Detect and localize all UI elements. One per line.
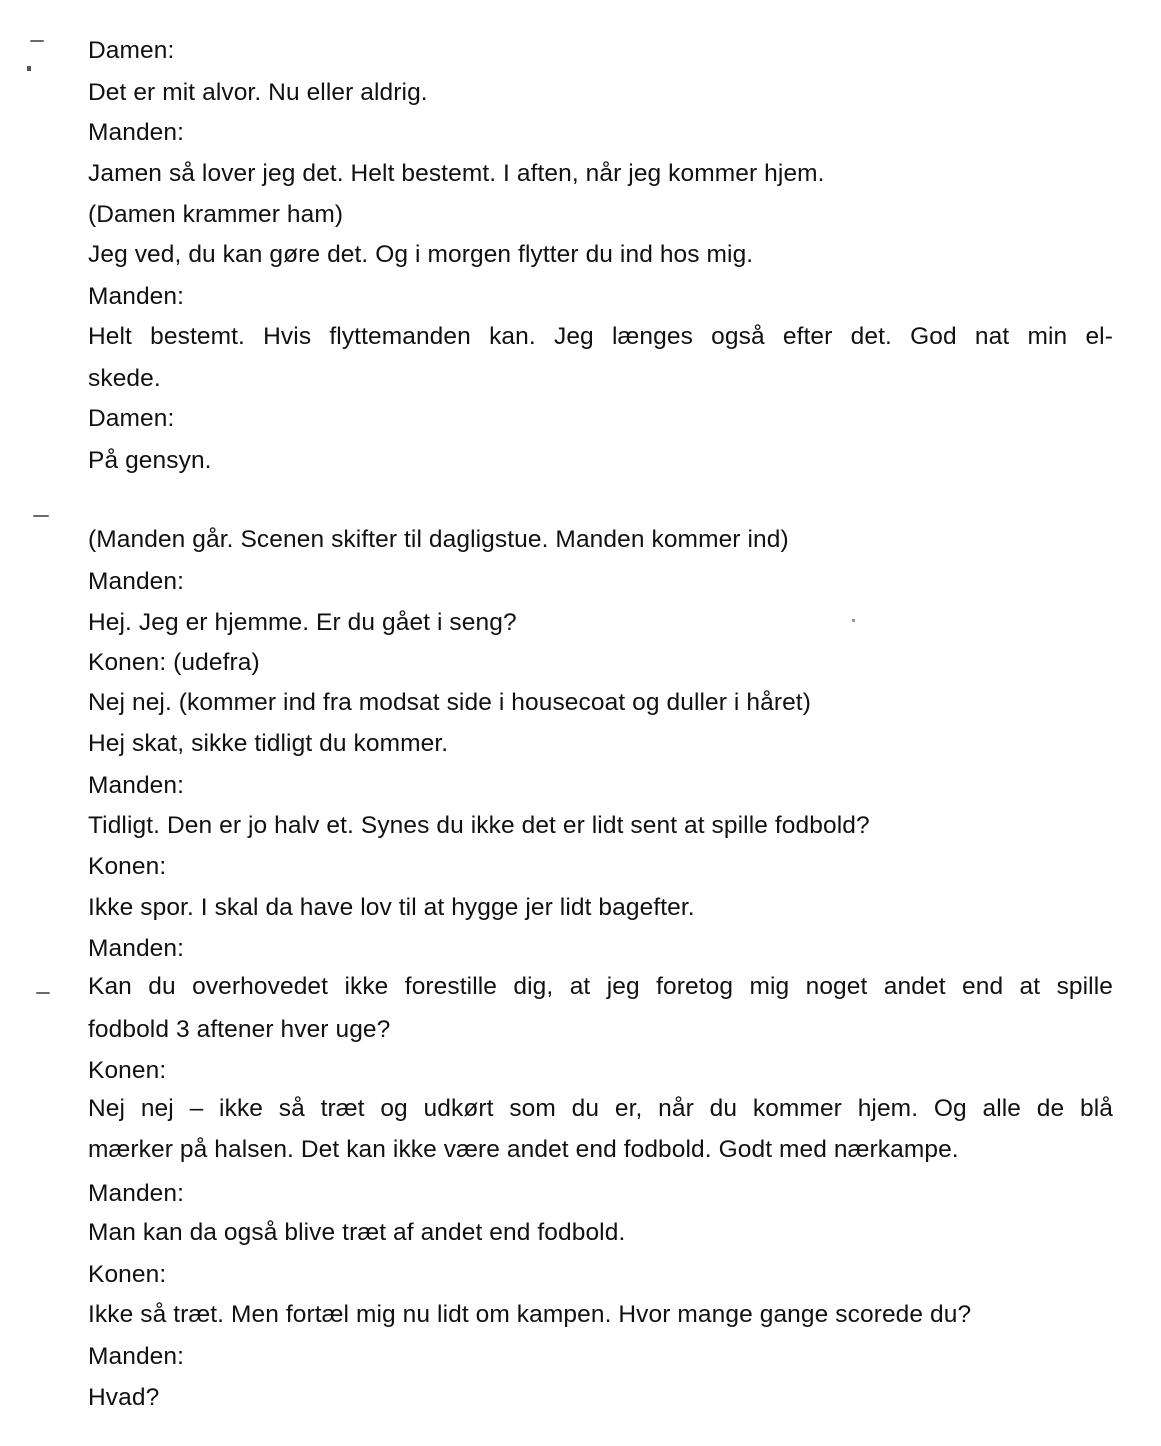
speaker-label: Manden: [88,1180,185,1207]
speaker-label: Manden: [88,283,185,310]
dialogue-line: Tidligt. Den er jo halv et. Synes du ikke det er lidt sent at spille fodbold? [88,812,870,839]
margin-mark [30,40,44,42]
margin-mark [33,515,49,517]
dialogue-line: Nej nej – ikke så træt og udkørt som du er, når du kommer hjem. Og alle de blå [88,1095,1113,1122]
dialogue-line: skede. [88,365,161,392]
dialogue-line: Jamen så lover jeg det. Helt bestemt. I aften, når jeg kommer hjem. [88,160,825,187]
page-speck [852,619,855,622]
speaker-label: Manden: [88,119,185,146]
dialogue-line: Helt bestemt. Hvis flyttemanden kan. Jeg længes også efter det. God nat min el- [88,323,1113,350]
margin-mark [36,992,50,994]
margin-speck [27,66,31,71]
dialogue-line: Ikke spor. I skal da have lov til at hygge jer lidt bagefter. [88,894,695,921]
speaker-label: Konen: [88,1261,167,1288]
dialogue-line: Hej skat, sikke tidligt du kommer. [88,730,449,757]
speaker-label: Konen: (udefra) [88,649,260,676]
speaker-label: Damen: [88,37,175,64]
speaker-label: Manden: [88,568,185,595]
dialogue-line: På gensyn. [88,447,212,474]
dialogue-line: Jeg ved, du kan gøre det. Og i morgen flytter du ind hos mig. [88,241,754,268]
speaker-label: Damen: [88,405,175,432]
dialogue-line: Kan du overhovedet ikke forestille dig, at jeg foretog mig noget andet end at spille [88,973,1113,1000]
dialogue-line: fodbold 3 aftener hver uge? [88,1016,391,1043]
stage-direction: (Manden går. Scenen skifter til dagligstue. Manden kommer ind) [88,526,789,553]
dialogue-line: Hej. Jeg er hjemme. Er du gået i seng? [88,609,517,636]
dialogue-line: Ikke så træt. Men fortæl mig nu lidt om kampen. Hvor mange gange scorede du? [88,1301,972,1328]
speaker-label: Konen: [88,1057,167,1084]
speaker-label: Konen: [88,853,167,880]
speaker-label: Manden: [88,1343,185,1370]
speaker-label: Manden: [88,935,185,962]
dialogue-line: Hvad? [88,1384,160,1411]
dialogue-line: Man kan da også blive træt af andet end fodbold. [88,1219,626,1246]
dialogue-line: Nej nej. (kommer ind fra modsat side i housecoat og duller i håret) [88,689,811,716]
dialogue-line: Det er mit alvor. Nu eller aldrig. [88,79,428,106]
speaker-label: Manden: [88,772,185,799]
stage-direction: (Damen krammer ham) [88,201,344,228]
dialogue-line: mærker på halsen. Det kan ikke være andet end fodbold. Godt med nærkampe. [88,1136,959,1163]
